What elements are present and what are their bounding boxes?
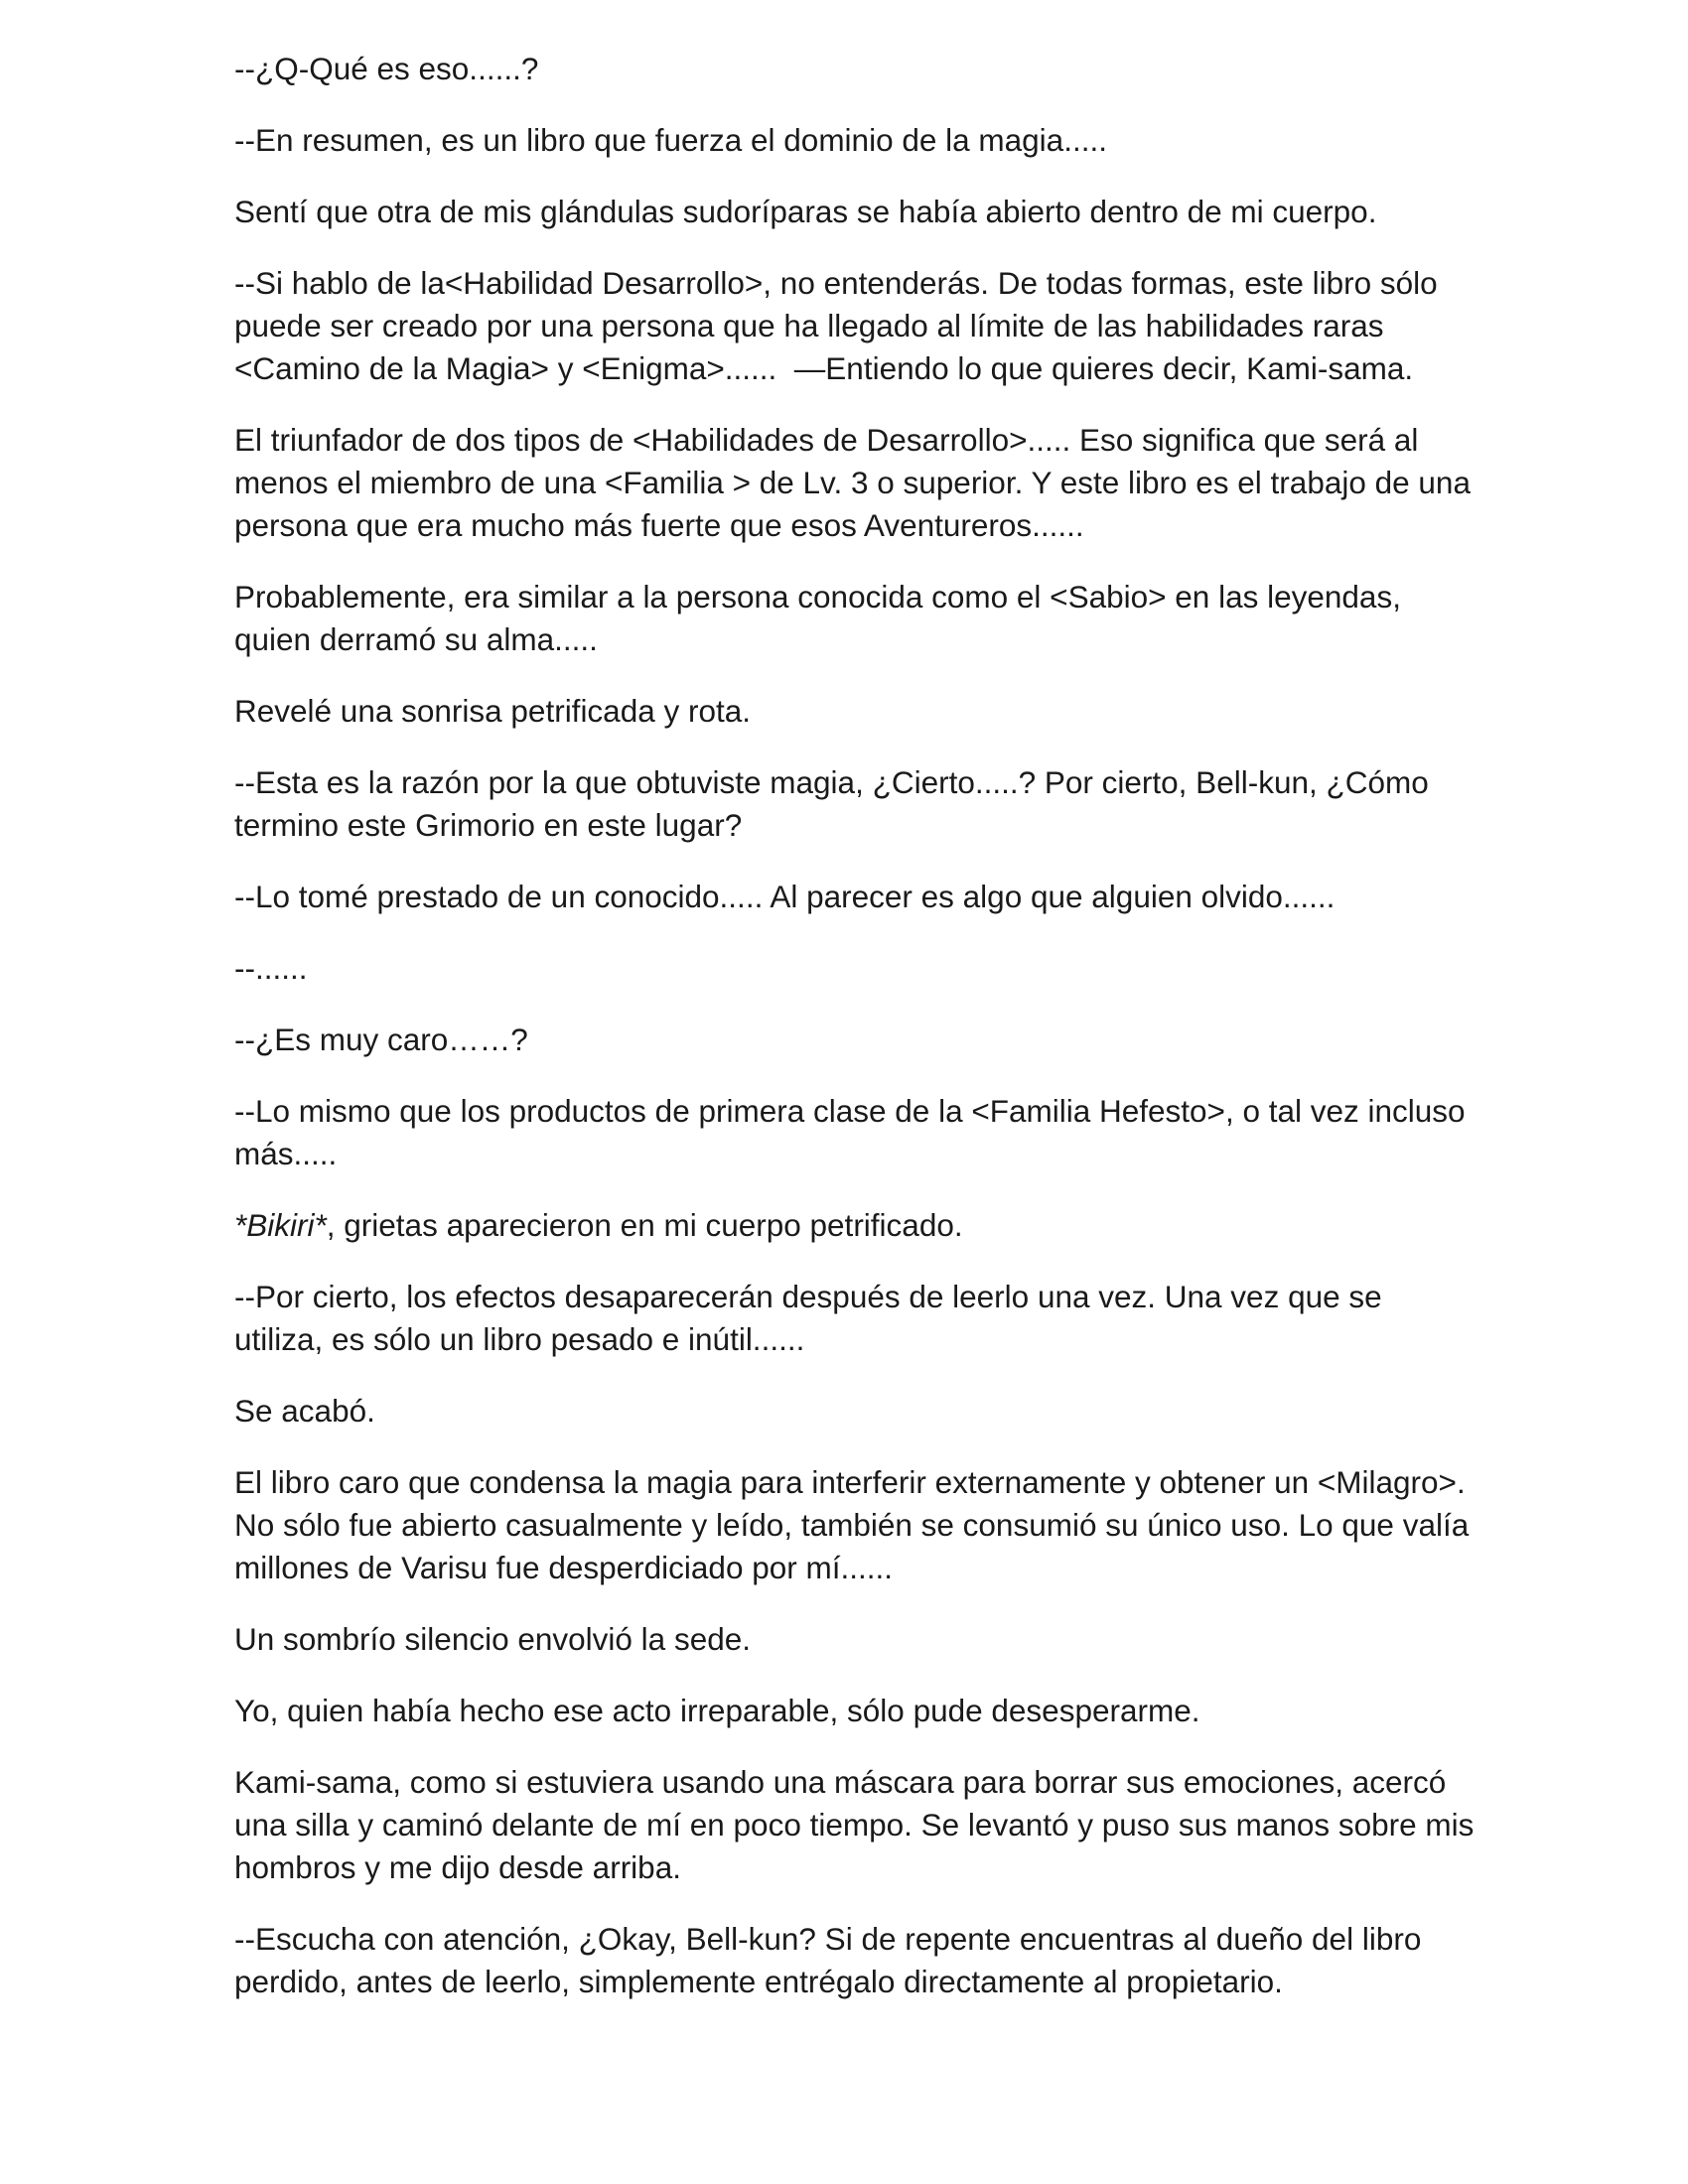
paragraph: --Lo mismo que los productos de primera clase de la <Familia Hefesto>, o tal vez incluso más..... (234, 1093, 1475, 1171)
paragraph: Yo, quien había hecho ese acto irreparable, sólo pude desesperarme. (234, 1693, 1200, 1728)
paragraph: --¿Es muy caro……? (234, 1022, 528, 1057)
paragraph: --Escucha con atención, ¿Okay, Bell-kun? Si de repente encuentras al dueño del libro perdido, antes de leerlo, simplemente entrégalo directamente al propietario. (234, 1921, 1431, 1999)
paragraph-rest: , grietas aparecieron en mi cuerpo petrificado. (326, 1207, 963, 1243)
paragraph: --Lo tomé prestado de un conocido..... Al parecer es algo que alguien olvido...... (234, 879, 1336, 914)
emphasis-text: *Bikiri* (234, 1207, 327, 1243)
paragraph: Kami-sama, como si estuviera usando una máscara para borrar sus emociones, acercó una silla y caminó delante de mí en poco tiempo. Se levantó y puso sus manos sobre mis hombros y me dijo desde arriba. (234, 1764, 1483, 1885)
paragraph-bikiri (234, 1204, 1476, 1247)
paragraph: Revelé una sonrisa petrificada y rota. (234, 693, 752, 729)
paragraph: --En resumen, es un libro que fuerza el dominio de la magia..... (234, 122, 1107, 158)
paragraph: El libro caro que condensa la magia para interferir externamente y obtener un <Milagro>. No sólo fue abierto casualmente y leído, también se consumió su único uso. Lo que valía millones de Varisu fue desperdiciado por mí...... (234, 1464, 1478, 1585)
paragraph: --Por cierto, los efectos desaparecerán después de leerlo una vez. Una vez que se utiliza, es sólo un libro pesado e inútil...... (234, 1279, 1391, 1357)
paragraph: --Si hablo de la<Habilidad Desarrollo>, no entenderás. De todas formas, este libro sólo puede ser creado por una persona que ha llegado al límite de las habilidades raras <Camino de la Magia> y <Enigma>...... —Entiendo lo que quieres decir, Kami-sama. (234, 265, 1447, 386)
paragraph: --¿Q-Qué es eso......? (234, 51, 539, 86)
paragraph: Sentí que otra de mis glándulas sudoríparas se había abierto dentro de mi cuerpo. (234, 194, 1377, 229)
paragraph: Un sombrío silencio envolvió la sede. (234, 1621, 752, 1657)
paragraph: Se acabó. (234, 1393, 375, 1429)
paragraph: --...... (234, 950, 308, 986)
paragraph: Probablemente, era similar a la persona conocida como el <Sabio> en las leyendas, quien derramó su alma..... (234, 579, 1410, 657)
paragraph: --Esta es la razón por la que obtuviste magia, ¿Cierto.....? Por cierto, Bell-kun, ¿Cómo termino este Grimorio en este lugar? (234, 764, 1438, 843)
paragraph: El triunfador de dos tipos de <Habilidades de Desarrollo>..... Eso significa que será al menos el miembro de una <Familia > de Lv. 3 o superior. Y este libro es el trabajo de una persona que era mucho más fuerte que esos Aventureros...... (234, 422, 1479, 543)
document-page (234, 48, 1483, 2032)
